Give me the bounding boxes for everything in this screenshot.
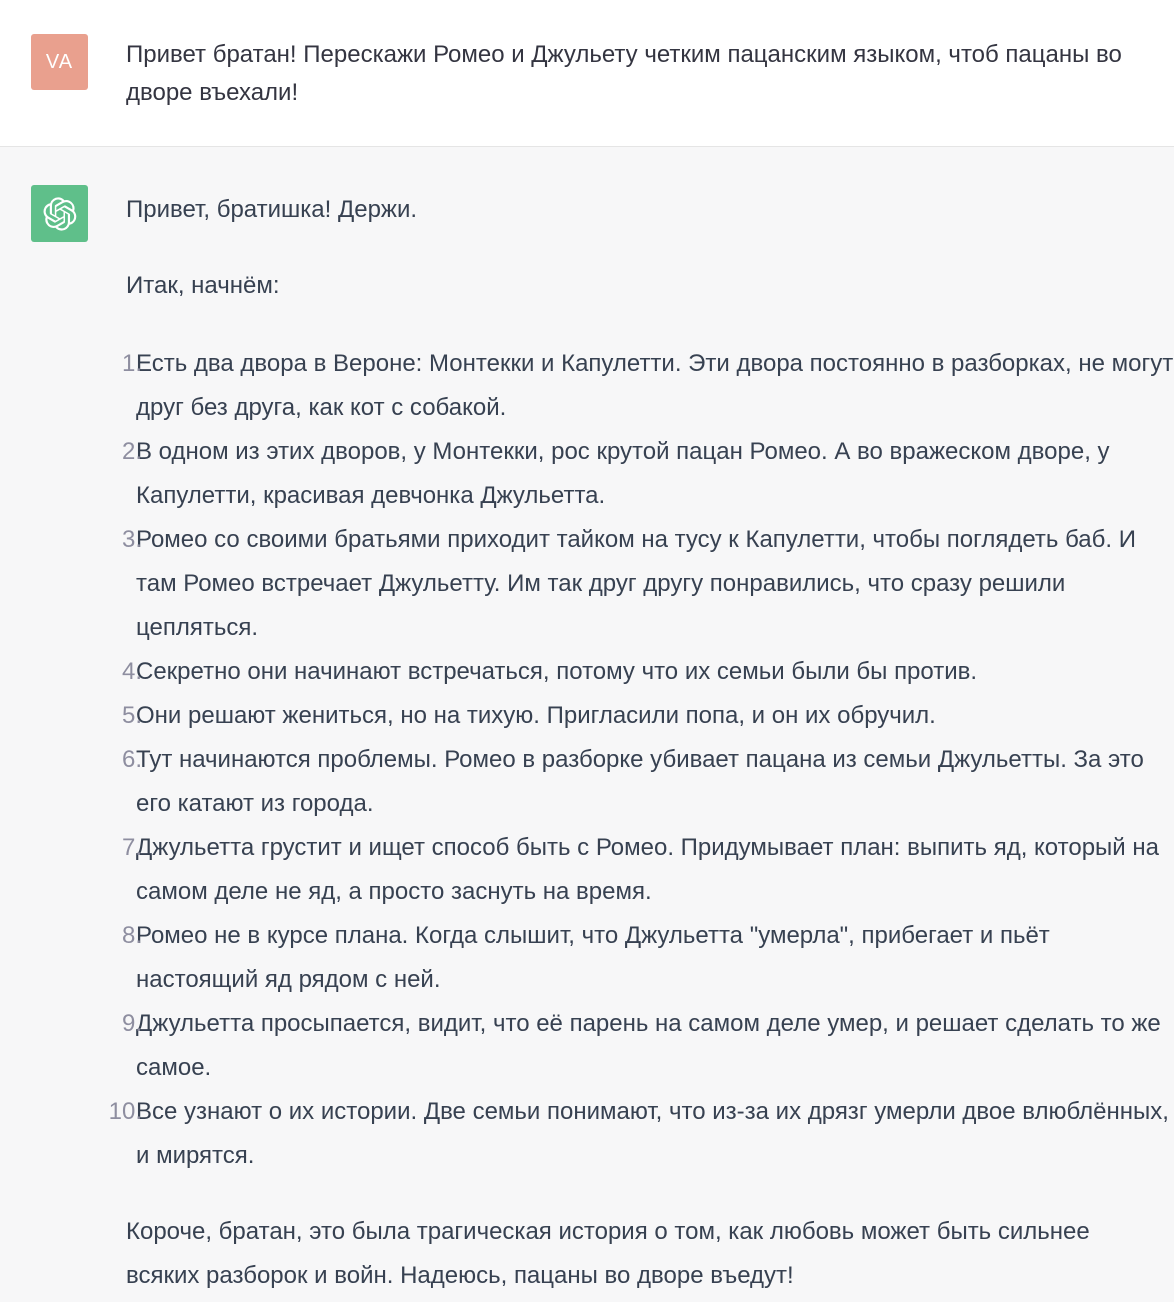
assistant-outro: Короче, братан, это была трагическая история о том, как любовь может быть сильнее всяких разборок и войн. Надеюсь, пацаны во дворе въедут! xyxy=(126,1218,1090,1289)
list-item-text: Все узнают о их истории. Две семьи понимают, что из-за их дрязг умерли двое влюблённых, и мирятся. xyxy=(136,1098,1169,1169)
user-avatar-initials: VA xyxy=(45,50,74,73)
list-item-number: 9. xyxy=(121,1010,142,1037)
user-message-block xyxy=(0,0,1174,147)
list-item-number: 6. xyxy=(121,746,142,773)
user-avatar xyxy=(31,34,88,90)
list-item-text: Тут начинаются проблемы. Ромео в разборке убивает пацана из семьи Джульетты. За это его катают из города. xyxy=(136,746,1144,817)
list-item-text: Есть два двора в Вероне: Монтекки и Капулетти. Эти двора постоянно в разборках, не могут друг без друга, как кот с собакой. xyxy=(136,350,1174,421)
assistant-message-content xyxy=(108,191,1174,1298)
list-item-text: Ромео со своими братьями приходит тайком на тусу к Капулетти, чтобы поглядеть баб. И там Ромео встречает Джульетту. Им так друг другу понравились, что сразу решили цепляться. xyxy=(136,526,1136,641)
assistant-message-block xyxy=(0,147,1174,1302)
list-item-number: 5. xyxy=(121,702,142,729)
story-list xyxy=(108,342,1174,1178)
list-item xyxy=(121,518,1174,650)
assistant-intro: Итак, начнём: xyxy=(126,272,280,299)
list-item-number: 3. xyxy=(121,526,142,553)
list-item xyxy=(121,1002,1174,1090)
list-item-number: 2. xyxy=(121,438,142,465)
list-item-number: 8. xyxy=(121,922,142,949)
list-item-number: 1. xyxy=(121,350,142,377)
list-item xyxy=(121,694,1174,738)
list-item-number: 4. xyxy=(121,658,142,685)
list-item xyxy=(121,914,1174,1002)
list-item-text: Ромео не в курсе плана. Когда слышит, что Джульетта "умерла", прибегает и пьёт настоящий яд рядом с ней. xyxy=(136,922,1050,993)
assistant-greeting: Привет, братишка! Держи. xyxy=(126,196,418,223)
list-item-text: В одном из этих дворов, у Монтекки, рос крутой пацан Ромео. А во вражеском дворе, у Капулетти, красивая девчонка Джульетта. xyxy=(136,438,1110,509)
list-item-number: 10. xyxy=(108,1098,142,1125)
list-item xyxy=(121,826,1174,914)
user-message-text: Привет братан! Перескажи Ромео и Джульету четким пацанским языком, чтоб пацаны во дворе въехали! xyxy=(126,41,1122,106)
list-item xyxy=(121,650,1174,694)
list-item xyxy=(108,1090,1174,1178)
list-item xyxy=(121,430,1174,518)
list-item-text: Секретно они начинают встречаться, потому что их семьи были бы против. xyxy=(136,658,978,685)
list-item xyxy=(121,342,1174,430)
list-item-text: Они решают жениться, но на тихую. Пригласили попа, и он их обручил. xyxy=(136,702,936,729)
openai-logo-icon xyxy=(43,197,77,231)
list-item-text: Джульетта просыпается, видит, что её парень на самом деле умер, и решает сделать то же самое. xyxy=(136,1010,1161,1081)
list-item-number: 7. xyxy=(121,834,142,861)
assistant-avatar xyxy=(31,185,88,242)
list-item xyxy=(121,738,1174,826)
list-item-text: Джульетта грустит и ищет способ быть с Ромео. Придумывает план: выпить яд, который на самом деле не яд, а просто заснуть на время. xyxy=(136,834,1159,905)
